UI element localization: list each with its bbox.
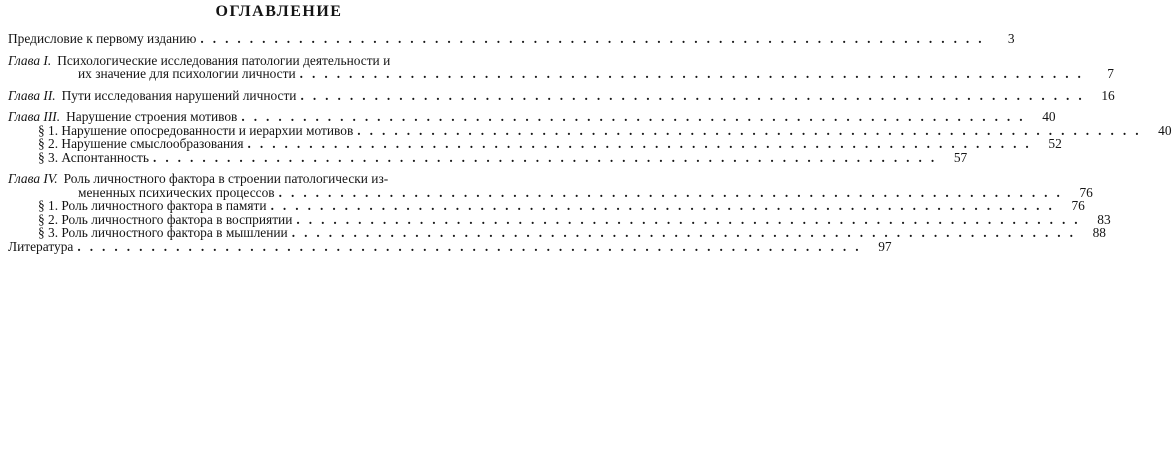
toc-entry-chapter-3[interactable] [8,109,1056,124]
toc-entry-text: Пути исследования нарушений личности [61,87,297,103]
toc-entry-text-wrap [8,110,237,124]
toc-page-number: 88 [1092,225,1106,240]
dot-leader: ................................................................ [300,87,1091,103]
toc-entry-section-4-3[interactable] [8,225,1106,240]
toc-entry-chapter-2[interactable] [8,87,1115,103]
toc-entry-text: Психологические исследования патологии деятельности и [57,52,391,68]
dot-leader: ................................................................ [247,136,1038,151]
toc-entry-line [8,172,533,186]
toc-entry-chapter-1[interactable] [8,52,1114,81]
toc-page-number: 97 [878,238,892,254]
dot-leader: ................................................................ [152,149,944,165]
toc-entry-text: § 2. Роль личностного фактора в восприятии [38,211,293,227]
toc-entry-text: § 2. Нарушение смыслообразования [38,136,244,151]
toc-entry-section-3-3[interactable] [8,149,968,165]
toc-entry-section-3-1[interactable] [8,122,1172,138]
dot-leader: ................................................................ [200,31,991,46]
chapter-label: Глава III. [8,109,61,124]
dot-leader: ................................................................ [299,66,1090,81]
toc-page-number: 83 [1097,211,1111,227]
chapter-label: Глава IV. [8,171,58,186]
toc-entry-line [8,66,1114,81]
chapter-label: Глава II. [8,87,56,103]
toc-page-number: 52 [1048,136,1062,151]
toc-page-number: 16 [1101,87,1115,103]
toc-entry-text: § 3. Аспонтанность [38,149,149,165]
toc-page-number: 7 [1107,66,1114,81]
toc-entry-text: Литература [8,238,74,254]
toc-entry-line [8,54,533,68]
page-title: ОГЛАВЛЕНИЕ [215,3,343,20]
dot-leader: ................................................................ [278,184,1069,200]
toc-page-number: 40 [1042,109,1056,124]
toc-entry-section-3-2[interactable] [8,136,1062,151]
dot-leader: ................................................................ [357,122,1148,138]
dot-leader: ................................................................ [291,225,1082,240]
toc-entry-section-4-2[interactable] [8,211,1111,227]
dot-leader: ................................................................ [77,238,868,254]
toc-entry-references[interactable] [8,238,892,254]
toc-entry-text: § 3. Роль личностного фактора в мышлении [38,225,288,240]
toc-entry-text-wrap [8,89,296,103]
toc-entry-line [8,184,1093,200]
toc-entry-text: их значение для психологии личности [78,66,296,81]
table-of-contents [8,31,1172,254]
toc-entry-section-4-1[interactable] [8,198,1085,213]
toc-entry-text: Предисловие к первому изданию [8,31,197,46]
toc-page-number: 40 [1158,122,1172,138]
toc-page-number: 57 [953,149,968,165]
toc-page-number: 3 [1007,31,1015,46]
toc-entry-text: § 1. Нарушение опосредованности и иерархии мотивов [38,122,354,138]
dot-leader: ................................................................ [241,109,1032,124]
toc-entry-text: Роль личностного фактора в строении патологически из- [63,171,389,186]
toc-entry-text: мененных психических процессов [78,184,275,200]
toc-entry-text: Нарушение строения мотивов [66,109,238,124]
toc-page-number: 76 [1079,184,1093,200]
toc-entry-chapter-4[interactable] [8,171,1093,200]
dot-leader: ................................................................ [270,198,1061,213]
chapter-label: Глава I. [8,52,52,68]
toc-entry-text: § 1. Роль личностного фактора в памяти [38,198,267,213]
toc-entry-preface[interactable] [8,31,1015,46]
toc-page-number: 76 [1071,198,1085,213]
dot-leader: ................................................................ [296,211,1087,227]
